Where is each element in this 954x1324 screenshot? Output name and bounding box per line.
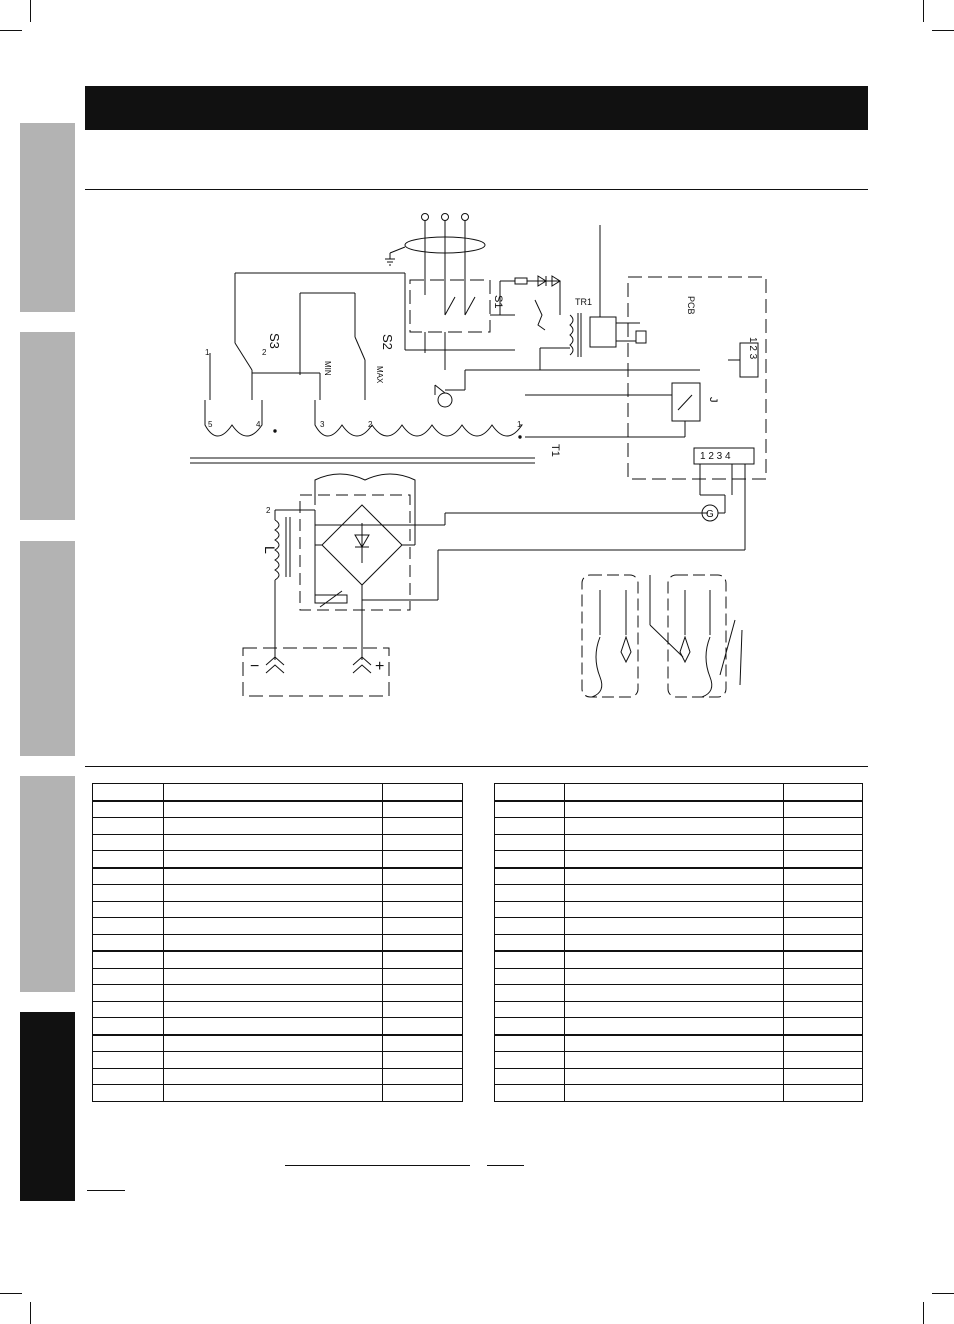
motor-label: G <box>706 509 714 520</box>
table-cell <box>164 1018 383 1035</box>
section-tab[interactable] <box>20 541 75 756</box>
table-cell <box>93 918 164 935</box>
inductor-label: L <box>262 546 278 554</box>
table-row <box>93 868 463 885</box>
table-cell <box>784 985 863 1002</box>
table-row <box>93 885 463 902</box>
pcb-connector-label: 1 2 3 <box>747 337 758 360</box>
table-row <box>93 784 463 801</box>
table-row <box>93 934 463 951</box>
s1-label: S1 <box>492 295 504 309</box>
table-row <box>93 1052 463 1069</box>
table-cell <box>495 934 565 951</box>
table-cell <box>164 801 383 818</box>
table-cell <box>495 834 565 851</box>
selector-s3 <box>235 333 282 400</box>
table-cell <box>784 951 863 968</box>
table-row <box>495 985 863 1002</box>
table-row <box>93 918 463 935</box>
table-cell <box>164 1085 383 1102</box>
page-header-bar <box>85 86 868 130</box>
crop-mark <box>30 1302 31 1324</box>
table-cell <box>495 985 565 1002</box>
table-cell <box>164 918 383 935</box>
table-cell <box>93 851 164 868</box>
parts-list-right <box>494 783 863 1102</box>
table-cell <box>164 868 383 885</box>
motor-g <box>700 464 732 521</box>
inductor-tap: 2 <box>266 506 271 515</box>
table-cell <box>164 784 383 801</box>
table-cell <box>93 868 164 885</box>
table-cell <box>164 951 383 968</box>
output-plus: + <box>375 658 385 675</box>
table-cell <box>383 784 463 801</box>
parts-list-left <box>92 783 463 1102</box>
table-cell <box>495 1018 565 1035</box>
table-cell <box>784 784 863 801</box>
table-cell <box>383 1068 463 1085</box>
section-tab[interactable] <box>20 776 75 992</box>
table-cell <box>383 851 463 868</box>
table-row <box>93 801 463 818</box>
table-row <box>93 1085 463 1102</box>
underline <box>487 1165 524 1166</box>
table-row <box>495 901 863 918</box>
output-minus: − <box>250 658 260 675</box>
table-row <box>93 1001 463 1018</box>
wiring-diagram <box>180 205 780 715</box>
switch-s1 <box>410 280 515 370</box>
crop-mark <box>0 30 22 31</box>
table-cell <box>383 985 463 1002</box>
tap-1-left: 1 <box>205 348 210 357</box>
table-cell <box>784 1052 863 1069</box>
transformer-tr1 <box>570 225 646 357</box>
table-cell <box>784 851 863 868</box>
table-cell <box>784 885 863 902</box>
table-cell <box>164 818 383 835</box>
table-cell <box>93 1068 164 1085</box>
table-cell <box>93 934 164 951</box>
table-row <box>93 968 463 985</box>
tap-4: 4 <box>256 420 261 429</box>
table-cell <box>784 1068 863 1085</box>
table-row <box>495 885 863 902</box>
table-cell <box>383 801 463 818</box>
relay-j-label: J <box>707 397 719 403</box>
table-cell <box>784 834 863 851</box>
table-cell <box>784 918 863 935</box>
table-cell <box>93 985 164 1002</box>
table-row <box>495 934 863 951</box>
fan-motor <box>438 393 452 407</box>
s2-label: S2 <box>380 334 395 350</box>
crop-mark <box>0 1293 22 1294</box>
table-cell <box>383 1052 463 1069</box>
table-row <box>93 851 463 868</box>
table-row <box>495 834 863 851</box>
table-cell <box>93 1018 164 1035</box>
table-cell <box>495 1068 565 1085</box>
table-cell <box>565 1001 784 1018</box>
inductor-l <box>262 506 290 580</box>
table-row <box>93 985 463 1002</box>
output-terminals <box>243 648 389 696</box>
table-cell <box>164 901 383 918</box>
transformer-t1 <box>190 400 561 495</box>
table-cell <box>565 868 784 885</box>
table-cell <box>495 784 565 801</box>
table-row <box>495 801 863 818</box>
table-cell <box>164 834 383 851</box>
table-cell <box>495 868 565 885</box>
table-cell <box>383 1035 463 1052</box>
table-row <box>93 1018 463 1035</box>
section-tab-active[interactable] <box>20 1012 75 1201</box>
tr1-label: TR1 <box>575 297 593 307</box>
table-cell <box>495 918 565 935</box>
bridge-rectifier <box>300 495 410 610</box>
welding-cable-left <box>582 575 638 697</box>
table-cell <box>93 818 164 835</box>
table-cell <box>565 1052 784 1069</box>
table-cell <box>495 1035 565 1052</box>
section-tab[interactable] <box>20 123 75 312</box>
table-cell <box>93 885 164 902</box>
table-cell <box>383 934 463 951</box>
table-cell <box>784 1085 863 1102</box>
table-row <box>93 1035 463 1052</box>
table-cell <box>164 985 383 1002</box>
welding-cable-right <box>650 575 742 697</box>
table-cell <box>495 1001 565 1018</box>
table-cell <box>383 834 463 851</box>
table-cell <box>784 801 863 818</box>
table-cell <box>565 918 784 935</box>
pcb-label: PCB <box>686 296 696 315</box>
crop-mark <box>932 1293 954 1294</box>
table-cell <box>565 1018 784 1035</box>
crop-mark <box>932 30 954 31</box>
min-label: MIN <box>323 361 332 376</box>
table-cell <box>495 801 565 818</box>
table-cell <box>495 951 565 968</box>
table-cell <box>495 968 565 985</box>
table-cell <box>565 818 784 835</box>
table-cell <box>495 901 565 918</box>
table-cell <box>565 885 784 902</box>
table-cell <box>495 1085 565 1102</box>
table-cell <box>565 801 784 818</box>
table-row <box>495 1085 863 1102</box>
table-cell <box>383 918 463 935</box>
table-row <box>93 951 463 968</box>
crop-mark <box>923 1302 924 1324</box>
s3-tap: 2 <box>262 348 267 357</box>
pcb <box>628 277 766 479</box>
table-cell <box>565 951 784 968</box>
table-row <box>495 1068 863 1085</box>
tap-3: 3 <box>320 420 325 429</box>
table-cell <box>784 1018 863 1035</box>
selector-s2 <box>323 334 395 400</box>
relay-coil <box>636 331 646 343</box>
tap-5: 5 <box>208 420 213 429</box>
table-cell <box>784 968 863 985</box>
table-cell <box>164 885 383 902</box>
crop-mark <box>30 0 31 22</box>
table-cell <box>784 818 863 835</box>
table-cell <box>93 1001 164 1018</box>
table-cell <box>565 784 784 801</box>
underline <box>285 1165 470 1166</box>
table-row <box>495 1001 863 1018</box>
underline <box>87 1190 125 1191</box>
s3-label: S3 <box>267 333 282 349</box>
table-cell <box>495 818 565 835</box>
table-cell <box>93 951 164 968</box>
table-row <box>495 1035 863 1052</box>
table-cell <box>383 868 463 885</box>
table-row <box>93 901 463 918</box>
table-cell <box>565 1085 784 1102</box>
resistor <box>515 278 527 284</box>
table-row <box>495 951 863 968</box>
table-cell <box>383 1018 463 1035</box>
table-cell <box>565 851 784 868</box>
table-cell <box>164 968 383 985</box>
table-row <box>495 818 863 835</box>
max-label: MAX <box>375 366 384 384</box>
table-cell <box>383 901 463 918</box>
table-cell <box>164 1001 383 1018</box>
table-row <box>495 851 863 868</box>
table-row <box>495 968 863 985</box>
tap-1-right: 1 <box>517 420 522 429</box>
table-cell <box>383 885 463 902</box>
table-cell <box>565 1068 784 1085</box>
table-cell <box>565 934 784 951</box>
table-cell <box>565 985 784 1002</box>
table-cell <box>164 851 383 868</box>
table-cell <box>93 901 164 918</box>
table-cell <box>383 968 463 985</box>
table-cell <box>784 934 863 951</box>
table-cell <box>93 968 164 985</box>
table-row <box>495 918 863 935</box>
section-divider <box>85 189 868 190</box>
table-row <box>93 1068 463 1085</box>
table-cell <box>784 901 863 918</box>
table-cell <box>565 834 784 851</box>
table-cell <box>383 951 463 968</box>
table-cell <box>93 784 164 801</box>
table-cell <box>565 968 784 985</box>
power-plug <box>385 214 485 316</box>
table-cell <box>93 1052 164 1069</box>
table-cell <box>784 1001 863 1018</box>
table-row <box>495 1052 863 1069</box>
section-divider <box>85 766 868 767</box>
table-cell <box>93 1035 164 1052</box>
table-cell <box>784 868 863 885</box>
table-cell <box>164 1052 383 1069</box>
table-cell <box>93 834 164 851</box>
table-row <box>495 784 863 801</box>
table-cell <box>383 1001 463 1018</box>
table-row <box>495 1018 863 1035</box>
table-row <box>495 868 863 885</box>
table-cell <box>495 851 565 868</box>
section-tab[interactable] <box>20 332 75 520</box>
table-cell <box>495 1052 565 1069</box>
table-cell <box>784 1035 863 1052</box>
table-cell <box>383 1085 463 1102</box>
terminal-block-label: 1 2 3 4 <box>700 451 731 462</box>
tap-2: 2 <box>368 420 373 429</box>
table-row <box>93 818 463 835</box>
table-cell <box>93 801 164 818</box>
table-cell <box>565 1035 784 1052</box>
table-cell <box>565 901 784 918</box>
table-cell <box>164 934 383 951</box>
table-cell <box>383 818 463 835</box>
table-cell <box>495 885 565 902</box>
crop-mark <box>923 0 924 22</box>
table-cell <box>164 1068 383 1085</box>
table-cell <box>93 1085 164 1102</box>
t1-label: T1 <box>549 444 561 457</box>
table-cell <box>164 1035 383 1052</box>
table-row <box>93 834 463 851</box>
